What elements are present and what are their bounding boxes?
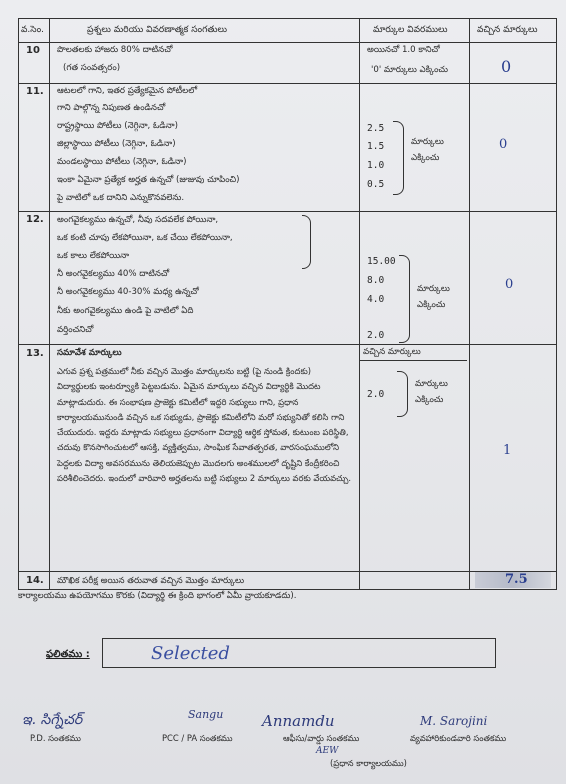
row-divider: [19, 42, 556, 43]
row-divider: [19, 83, 556, 84]
row-divider: [359, 360, 467, 361]
row-line: రాష్ట్రస్థాయి పోటీలు (నెగ్గినా, ఓడినా): [57, 121, 178, 131]
office-use-note: కార్యాలయము ఉపయోగము కొరకు (విద్యార్థి ఈ క్రింది భాగంలో ఏమీ వ్రాయకూడదు).: [18, 591, 297, 601]
row-line: ఒక కంటి చూపు లేకపోయినా, ఒక చేయి లేకపోయినా,: [57, 233, 233, 243]
row-number: 11.: [26, 86, 44, 97]
row-line: ఇంకా ఏమైనా ప్రత్యేక అర్హత ఉన్నచో (జుజువు చూపించి): [57, 175, 240, 185]
marks-value: 2.5: [367, 123, 385, 134]
cell-border: [49, 344, 50, 569]
row-number: 13.: [26, 348, 44, 359]
brace-label: మార్కులు: [415, 379, 448, 389]
signature-label: ఆఫీసు/వార్డు సంతకము: [283, 733, 360, 743]
result-value: Selected: [151, 643, 230, 664]
signature-pcc: Sangu: [188, 708, 224, 721]
obtained-score: 0: [501, 57, 512, 76]
header-marks-details: మార్కుల వివరములు: [373, 25, 448, 35]
row-divider: [19, 344, 556, 345]
marks-line: '0' మార్కులు ఎక్కించు: [371, 65, 448, 75]
row-line: మౌఖిక పరీక్ష అయిన తరువాత వచ్చిన మొత్తం మార్కులు: [57, 576, 245, 586]
office-label: (ప్రధాన కార్యాలయము): [330, 758, 407, 768]
row-number: 12.: [26, 214, 44, 225]
row-number: 10: [26, 45, 40, 56]
brace-label: ఎక్కించు: [411, 153, 440, 163]
row-line: గాని పాల్గొన్న నిపుణత ఉండినచో: [57, 103, 166, 113]
curly-brace: [302, 215, 311, 269]
row-line: పొలతలకు హాజరు 80% దాటినచో: [57, 45, 173, 55]
curly-brace: [397, 371, 408, 417]
marks-heading: వచ్చిన మార్కులు: [363, 347, 421, 357]
marks-line: అయినచో 1.0 కానిచో: [367, 45, 440, 55]
marks-value: 1.5: [367, 141, 385, 152]
obtained-score: 0: [499, 137, 508, 152]
brace-label: మార్కులు: [411, 137, 444, 147]
row-line: మండలస్థాయి పోటీలు (నెగ్గినా, ఓడినా): [57, 157, 187, 167]
header-sno: వ.సెం.: [21, 25, 45, 35]
result-label: ఫలితము :: [46, 649, 90, 660]
curly-brace: [399, 255, 410, 343]
obtained-score: 0: [505, 277, 514, 292]
row-line: నీ అంగవైకల్యము 40% దాటినచో: [57, 269, 170, 279]
row-line: నీకు అంగవైకల్యము ఉండి పై వాటిలో ఏది: [57, 306, 194, 316]
marks-value: 2.0: [367, 389, 385, 400]
signature-ward: Annamdu: [262, 712, 335, 730]
evaluation-table: [18, 18, 557, 590]
header-marks-obtained: వచ్చిన మార్కులు: [477, 25, 538, 35]
row-line: పై వాటిలో ఒక దానిని ఎన్నుకొనవలెను.: [57, 193, 185, 203]
interview-paragraph: ఎగువ ప్రశ్న పత్రములో నీకు వచ్చిన మొత్తం మార్కులను బట్టి (పై నుండి క్రిందకు) విద్యార్థులకు ఇంటర్వ్యూకి పెట్టబడును. ఏమైన మార్కులు వచ్చిన విద్యార్థికి మొదట మాట్లాడుదురు. ఈ సంభాషణ ప్రాజెక్టు కమిటీలో ఇద్దరి సభ్యులు గాని, ప్రధాన కార్యాలయమునుండి వచ్చిన ఒక సభ్యుడు, ప్రాజెక్టు కమిటీలోని మరో సభ్యునితో కలిసి గాని చేయుదురు. ఇద్దరు మాట్లాడు సభ్యులు ప్రధానంగా విద్యార్థి ఆర్థిక స్తోమత, కుటుంబ పరిస్థితి, చదువు కొనసాగించుటలో ఆసక్తి, వ్యక్తిత్వము, సాంఘిక సేవాతత్పరత, వారసంఘములోని పెద్దలకు విద్యా అవసరమును తెలియజెప్పుట మొదలగు అంశములలో దృష్టిని కేంద్రీకరించి పరిశీలించెదరు. ఇందులో వారివారి అర్హతలను బట్టి సభ్యులు 2 మార్కులు వరకు వేయవచ్చు.: [57, 366, 352, 484]
row-line: అంగవైకల్యము ఉన్నచో, నీవు సదవలేక పోయినా,: [57, 215, 219, 225]
row-line: నీ అంగవైకల్యము 40-30% మధ్య ఉన్నచో: [57, 287, 199, 297]
obtained-score: 1: [503, 443, 512, 458]
marks-value: 1.0: [367, 160, 385, 171]
row-divider: [19, 211, 556, 212]
office-initials: AEW: [316, 746, 339, 756]
result-field: [102, 638, 496, 668]
brace-label: ఎక్కించు: [417, 300, 446, 310]
signature-label: PCC / PA సంతకము: [162, 733, 233, 743]
curly-brace: [393, 121, 404, 195]
total-score: 7.5: [505, 572, 528, 587]
marks-value: 2.0: [367, 330, 385, 341]
marks-value: 8.0: [367, 275, 385, 286]
signature-label: వ్యవహారికుండవారి సంతకము: [410, 733, 507, 743]
row-line: (గత సంవత్సరం): [63, 63, 121, 73]
header-question: ప్రశ్నలు మరియు వివరణాత్మక సంగతులు: [87, 25, 227, 35]
brace-label: ఎక్కించు: [415, 395, 444, 405]
marks-value: 0.5: [367, 179, 385, 190]
row-line: జిల్లాస్థాయి పోటీలు (నెగ్గినా, ఓడినా): [57, 139, 176, 149]
row-title: సమావేశ మార్కులు: [57, 348, 122, 358]
brace-label: మార్కులు: [417, 284, 450, 294]
row-number: 14.: [26, 575, 44, 586]
marks-value: 4.0: [367, 294, 385, 305]
row-line: ఆటలలో గాని, ఇతర ప్రత్యేకమైన పోటీలలో: [57, 86, 198, 96]
signature-coordinator: M. Sarojini: [420, 714, 488, 728]
signature-pd: ఇ. సిగ్నేచర్: [22, 712, 83, 728]
row-line: వర్తించనిచో: [57, 325, 94, 335]
marks-value: 15.00: [367, 256, 396, 267]
col-divider: [469, 19, 470, 589]
row-line: ఒక కాలు లేకపోయినా: [57, 251, 130, 261]
col-divider: [359, 19, 360, 589]
signature-label: P.D. సంతకము: [30, 733, 81, 743]
